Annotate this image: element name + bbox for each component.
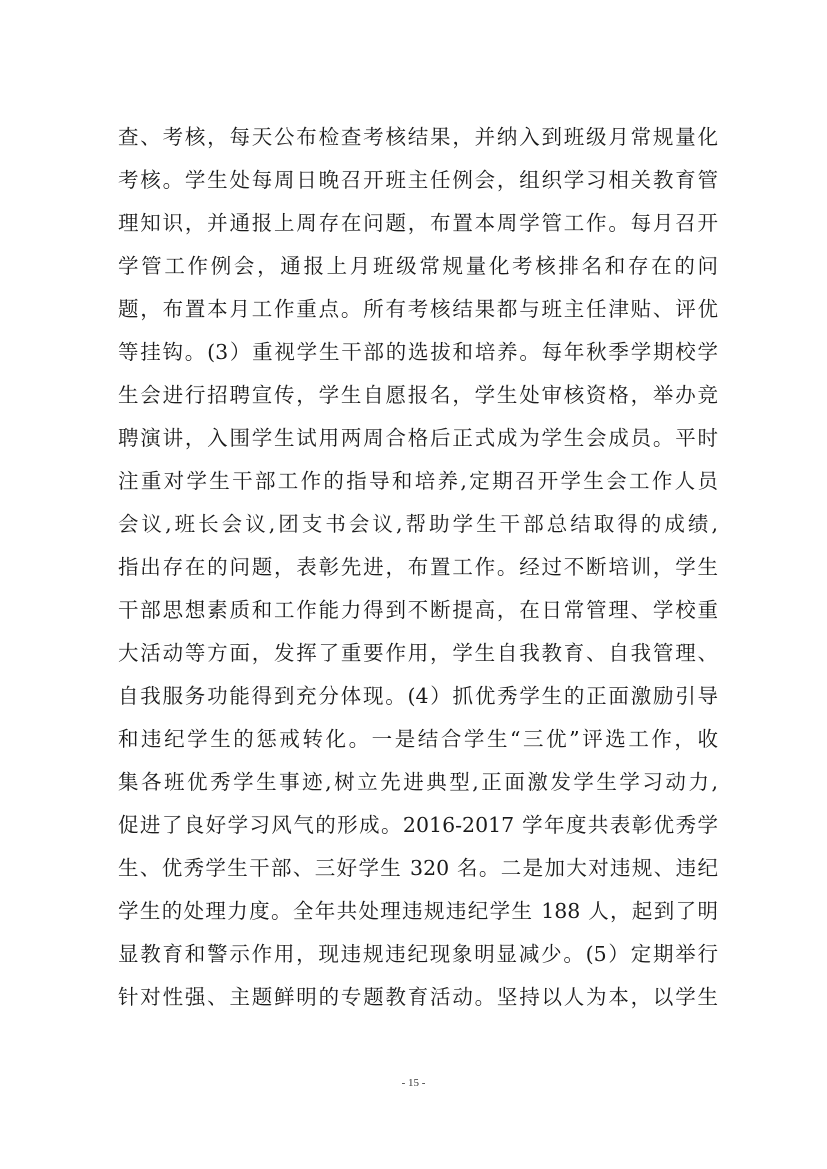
- text-line: 注重对学生干部工作的指导和培养,定期召开学生会工作人员: [118, 469, 718, 493]
- text-line: 聘演讲，入围学生试用两周合格后正式成为学生会成员。平时: [118, 426, 718, 450]
- text-line: 生会进行招聘宣传，学生自愿报名，学生处审核资格，举办竞: [118, 383, 718, 407]
- text-line: 和违纪学生的惩戒转化。一是结合学生“三优”评选工作，收: [118, 727, 718, 751]
- text-line: 自我服务功能得到充分体现。(4）抓优秀学生的正面激励引导: [118, 684, 718, 708]
- text-line: 学生的处理力度。全年共处理违规违纪学生 188 人，起到了明: [118, 899, 718, 923]
- text-line: 学管工作例会，通报上月班级常规量化考核排名和存在的问: [118, 254, 718, 278]
- text-line: 等挂钩。(3）重视学生干部的选拔和培养。每年秋季学期校学: [118, 340, 718, 364]
- text-line: 促进了良好学习风气的形成。2016-2017 学年度共表彰优秀学: [118, 813, 718, 837]
- text-line: 考核。学生处每周日晚召开班主任例会，组织学习相关教育管: [118, 168, 718, 192]
- text-line: 针对性强、主题鲜明的专题教育活动。坚持以人为本，以学生: [118, 985, 718, 1009]
- text-line: 大活动等方面，发挥了重要作用，学生自我教育、自我管理、: [118, 641, 718, 665]
- text-line: 干部思想素质和工作能力得到不断提高，在日常管理、学校重: [118, 598, 718, 622]
- text-line: 会议,班长会议,团支书会议,帮助学生干部总结取得的成绩,: [118, 512, 718, 536]
- text-line: 生、优秀学生干部、三好学生 320 名。二是加大对违规、违纪: [118, 856, 718, 880]
- text-line: 查、考核，每天公布检查考核结果，并纳入到班级月常规量化: [118, 125, 718, 149]
- page-number: - 15 -: [401, 1077, 426, 1089]
- text-line: 集各班优秀学生事迹,树立先进典型,正面激发学生学习动力,: [118, 770, 718, 794]
- text-line: 理知识，并通报上周存在问题，布置本周学管工作。每月召开: [118, 211, 718, 235]
- text-line: 题，布置本月工作重点。所有考核结果都与班主任津贴、评优: [118, 297, 718, 321]
- body-text: [118, 116, 718, 1019]
- text-line: 显教育和警示作用，现违规违纪现象明显减少。(5）定期举行: [118, 942, 718, 966]
- text-line: 指出存在的问题，表彰先进，布置工作。经过不断培训，学生: [118, 555, 718, 579]
